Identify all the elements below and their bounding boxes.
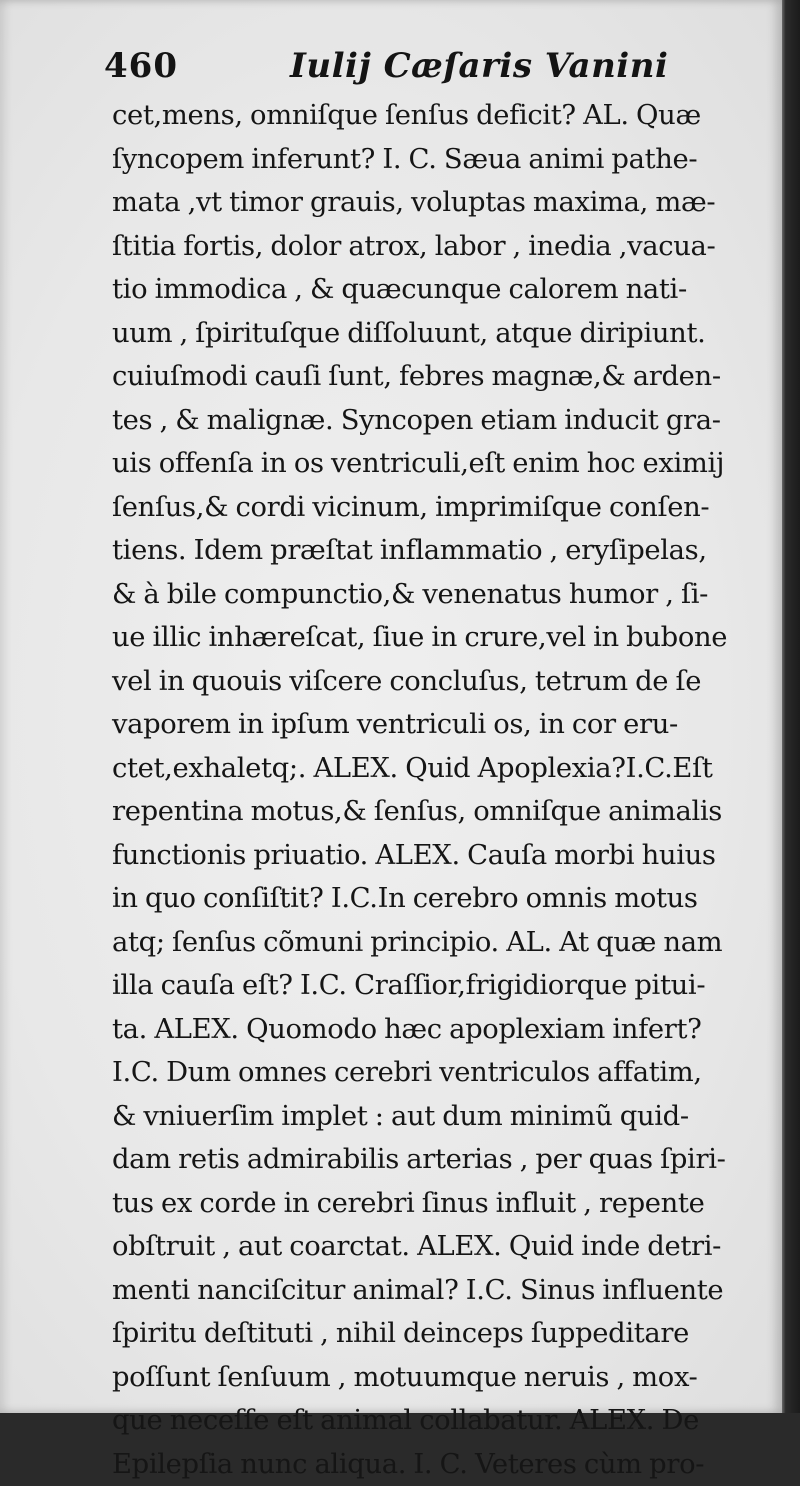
text-line: & à bile compunctio,& venenatus humor , ſi- xyxy=(112,573,762,617)
text-line: que neceſſe eſt animal collabatur. ALEX. De xyxy=(112,1399,762,1443)
text-line: ta. ALEX. Quomodo hæc apoplexiam infert? xyxy=(112,1008,762,1052)
text-line: & vniuerſim implet : aut dum minimũ quid- xyxy=(112,1095,762,1139)
text-line: I.C. Dum omnes cerebri ventriculos affatim, xyxy=(112,1051,762,1095)
page-header xyxy=(100,44,760,96)
text-line: cet,mens, omniſque ſenſus deficit? AL. Quæ xyxy=(112,94,762,138)
text-line: ſpiritu deſtituti , nihil deinceps ſuppeditare xyxy=(112,1312,762,1356)
text-line: tes , & malignæ. Syncopen etiam inducit gra- xyxy=(112,399,762,443)
text-line: uum , ſpirituſque diſſoluunt, atque diripiunt. xyxy=(112,312,762,356)
text-line: functionis priuatio. ALEX. Cauſa morbi huius xyxy=(112,834,762,878)
text-line: repentina motus,& ſenſus, omniſque animalis xyxy=(112,790,762,834)
text-line: poſſunt ſenſuum , motuumque neruis , mox- xyxy=(112,1356,762,1400)
text-line: ue illic inhæreſcat, ſiue in crure,vel in bubone xyxy=(112,616,762,660)
text-line: ctet,exhaletq;. ALEX. Quid Apoplexia?I.C.Eſt xyxy=(112,747,762,791)
text-line: Epilepſia nunc aliqua. I. C. Veteres cùm pro- xyxy=(112,1443,762,1486)
text-line: obſtruit , aut coarctat. ALEX. Quid inde detri- xyxy=(112,1225,762,1269)
text-line: mata ,vt timor grauis, voluptas maxima, mæ- xyxy=(112,181,762,225)
body-text xyxy=(112,94,762,1486)
running-title: Iulij Cæſaris Vanini xyxy=(290,46,668,86)
text-line: ſtitia fortis, dolor atrox, labor , inedia ,vacua- xyxy=(112,225,762,269)
text-line: illa cauſa eſt? I.C. Craſſior,frigidiorque pitui- xyxy=(112,964,762,1008)
text-line: tiens. Idem præſtat inflammatio , eryſipelas, xyxy=(112,529,762,573)
text-line: cuiuſmodi cauſi ſunt, febres magnæ,& arden- xyxy=(112,355,762,399)
text-line: atq; ſenſus cõmuni principio. AL. At quæ nam xyxy=(112,921,762,965)
text-line: tio immodica , & quæcunque calorem nati- xyxy=(112,268,762,312)
text-line: uis offenſa in os ventriculi,eſt enim hoc eximij xyxy=(112,442,762,486)
text-line: ſyncopem inferunt? I. C. Sæua animi pathe- xyxy=(112,138,762,182)
text-line: menti nanciſcitur animal? I.C. Sinus influente xyxy=(112,1269,762,1313)
text-line: vel in quouis viſcere concluſus, tetrum de ſe xyxy=(112,660,762,704)
text-line: tus ex corde in cerebri ſinus influit , repente xyxy=(112,1182,762,1226)
text-line: ſenſus,& cordi vicinum, imprimiſque conſen- xyxy=(112,486,762,530)
text-line: dam retis admirabilis arterias , per quas ſpiri- xyxy=(112,1138,762,1182)
page-number: 460 xyxy=(104,46,178,86)
text-line: in quo conſiſtit? I.C.In cerebro omnis motus xyxy=(112,877,762,921)
text-line: vaporem in ipſum ventriculi os, in cor eru- xyxy=(112,703,762,747)
